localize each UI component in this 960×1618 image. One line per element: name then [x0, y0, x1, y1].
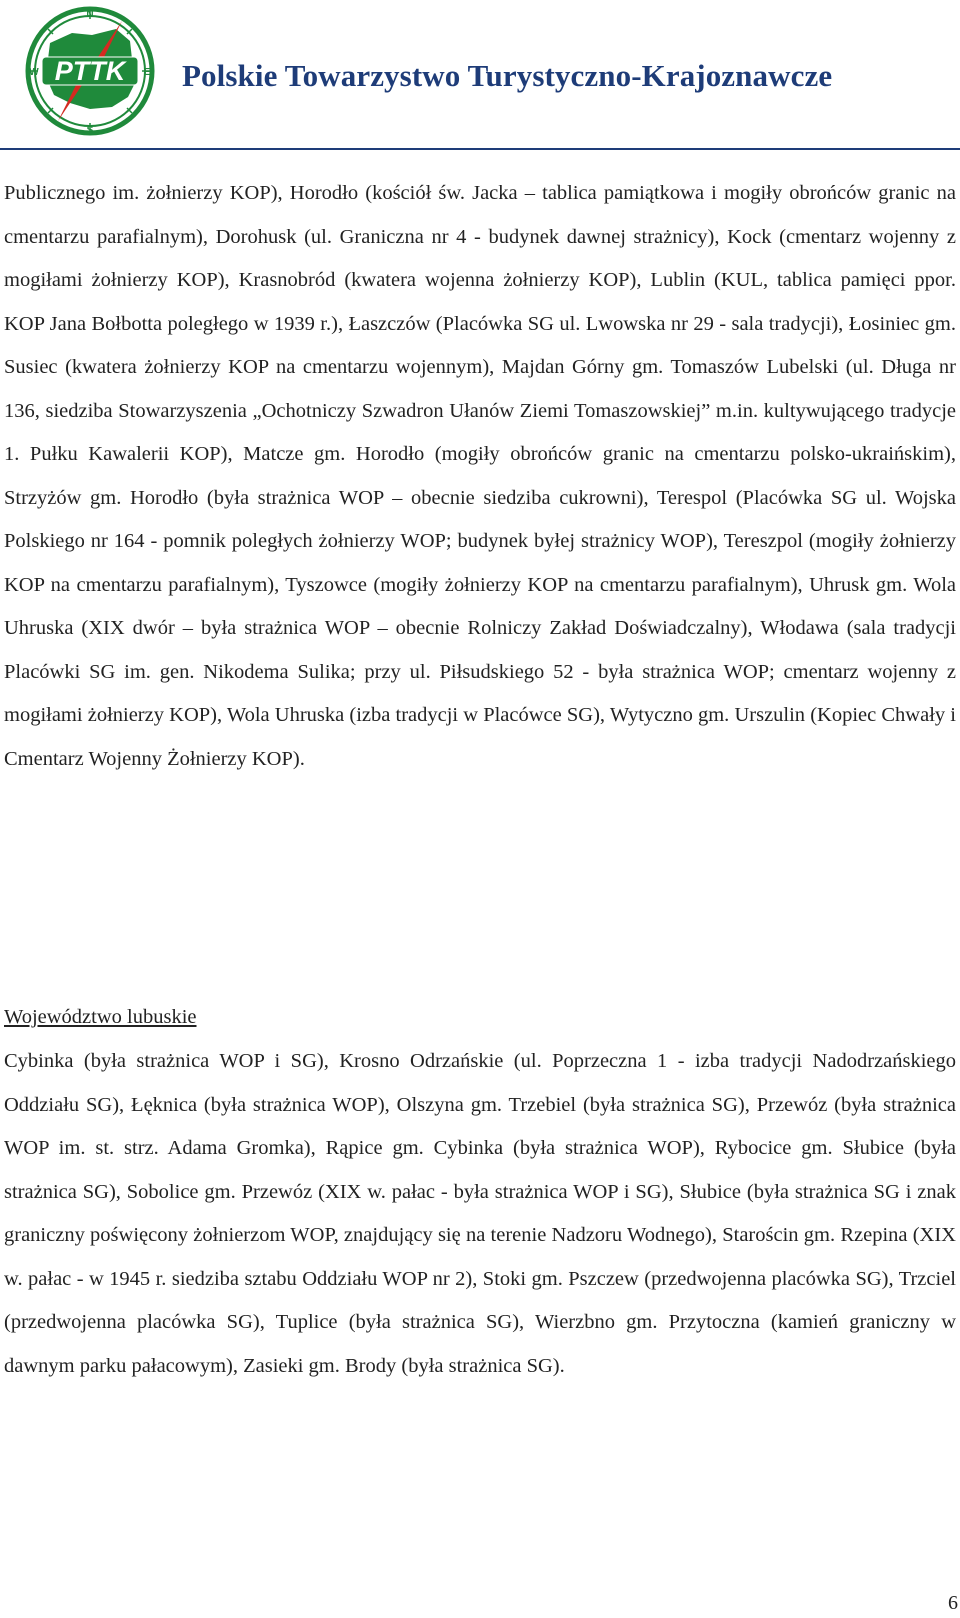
- compass-east: E: [143, 67, 151, 78]
- org-title: Polskie Towarzystwo Turystyczno-Krajoznawcze: [182, 58, 833, 93]
- header-divider: [0, 148, 960, 150]
- compass-north: N: [86, 9, 94, 20]
- compass-west: W: [29, 67, 39, 78]
- pttk-compass-icon: [20, 3, 160, 139]
- pttk-logo: [20, 3, 160, 139]
- paragraph-lubuskie: Cybinka (była strażnica WOP i SG), Krosno Odrzańskie (ul. Poprzeczna 1 - izba tradycji Nadodrzańskiego Oddziału SG), Łęknica (była strażnica WOP), Olszyna gm. Trzebiel (była strażnica SG), Przewóz (była strażnica WOP im. st. strz. Adama Gromka), Rąpice gm. Cybinka (była strażnica WOP), Rybocice gm. Słubice (była strażnica SG), Sobolice gm. Przewóz (XIX w. pałac - była strażnica WOP i SG), Słubice (była strażnica SG i znak graniczny poświęcony żołnierzom WOP, znajdujący się na terenie Nadzoru Wodnego), Starościn gm. Rzepina (XIX w. pałac - w 1945 r. siedziba sztabu Oddziału WOP nr 2), Stoki gm. Pszczew (przedwojenna placówka SG), Trzciel (przedwojenna placówka SG), Tuplice (była strażnica SG), Wierzbno gm. Przytoczna (kamień graniczny w dawnym parku pałacowym), Zasieki gm. Brody (była strażnica SG).: [4, 1050, 956, 1377]
- paragraph-lubelskie-continued: Publicznego im. żołnierzy KOP), Horodło (kościół św. Jacka – tablica pamiątkowa i mogiły obrońców granic na cmentarzu parafialnym), Dorohusk (ul. Graniczna nr 4 - budynek dawnej strażnicy), Kock (cmentarz wojenny z mogiłami żołnierzy KOP), Krasnobród (kwatera wojenna żołnierzy KOP), Lublin (KUL, tablica pamięci ppor. KOP Jana Bołbotta poległego w 1939 r.), Łaszczów (Placówka SG ul. Lwowska nr 29 - sala tradycji), Łosiniec gm. Susiec (kwatera żołnierzy KOP na cmentarzu wojennym), Majdan Górny gm. Tomaszów Lubelski (ul. Długa nr 136, siedziba Stowarzyszenia „Ochotniczy Szwadron Ułanów Ziemi Tomaszowskiej” m.in. kultywującego tradycje 1. Pułku Kawalerii KOP), Matcze gm. Horodło (mogiły obrońców granic na cmentarzu polsko-ukraińskim), Strzyżów gm. Horodło (była strażnica WOP – obecnie siedziba cukrowni), Terespol (Placówka SG ul. Wojska Polskiego nr 164 - pomnik poległych żołnierzy WOP; budynek byłej strażnicy WOP), Tereszpol (mogiły żołnierzy KOP na cmentarzu parafialnym), Tyszowce (mogiły żołnierzy KOP na cmentarzu parafialnym), Uhrusk gm. Wola Uhruska (XIX dwór – była strażnica WOP – obecnie Rolniczy Zakład Doświadczalny), Włodawa (sala tradycji Placówki SG im. gen. Nikodema Sulika; przy ul. Piłsudskiego 52 - była strażnica WOP; cmentarz wojenny z mogiłami żołnierzy KOP), Wola Uhruska (izba tradycji w Placówce SG), Wytyczno gm. Urszulin (Kopiec Chwały i Cmentarz Wojenny Żołnierzy KOP).: [4, 182, 956, 770]
- compass-south: S: [86, 125, 94, 136]
- main-text: [4, 172, 956, 781]
- section-heading: Województwo lubuskie: [4, 1006, 197, 1028]
- section-text: [4, 1040, 956, 1388]
- page-header: [0, 0, 960, 150]
- logo-text: PTTK: [54, 56, 126, 86]
- page-number: 6: [948, 1592, 958, 1614]
